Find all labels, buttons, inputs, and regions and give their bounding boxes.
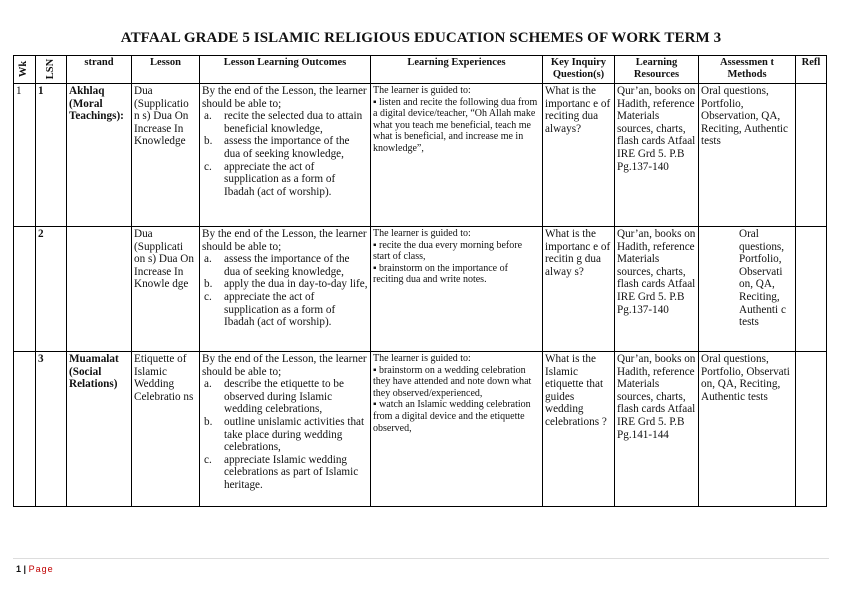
column-header: Lesson Learning Outcomes (200, 56, 371, 84)
outcome-item: a. recite the selected dua to attain beneficial knowledge, (204, 110, 363, 135)
outcome-item: a. describe the etiquette to be observed during Islamic wedding celebrations, (204, 378, 344, 416)
outcome-item: a. assess the importance of the dua of seeking knowledge, (204, 253, 350, 278)
inquiry-question-cell: What is the importanc e of reciting dua always? (543, 84, 615, 227)
outcome-item: c. appreciate Islamic wedding celebrations as part of Islamic heritage. (204, 453, 359, 491)
outcomes-cell: By the end of the Lesson, the learner should be able to; a. recite the selected dua to attain beneficial knowledge, b. assess the importance of the dua of seeking knowledge, c. appreciate the act of supplication as a form of Ibadah (act of worship). (200, 84, 371, 227)
assessment-cell: Oral questions, Portfolio, Observati on, QA, Reciting, Authenti c tests (699, 227, 796, 352)
reflection-cell (796, 352, 827, 507)
lesson-number-cell: 3 (36, 352, 67, 507)
week-cell: 1 (14, 84, 36, 227)
outcome-item: b. apply the dua in day-to-day life, (204, 278, 368, 291)
week-cell (14, 227, 36, 352)
strand-cell: Muamalat (Social Relations) (67, 352, 132, 507)
outcome-item: c. appreciate the act of supplication as a form of Ibadah (act of worship). (204, 160, 336, 198)
inquiry-question-cell: What is the importanc e of recitin g dua alway s? (543, 227, 615, 352)
column-header: Key Inquiry Question(s) (543, 56, 615, 84)
column-header: LSN (36, 56, 67, 84)
page-footer (16, 564, 54, 574)
outcome-item: c. appreciate the act of supplication as a form of Ibadah (act of worship). (204, 290, 336, 329)
column-header: Lesson (132, 56, 200, 84)
strand-cell: Akhlaq (Moral Teachings): (67, 84, 132, 227)
column-header: Learning Resources (615, 56, 699, 84)
outcome-item: b. assess the importance of the dua of seeking knowledge, (204, 135, 350, 160)
inquiry-question-cell: What is the Islamic etiquette that guides wedding celebrations ? (543, 352, 615, 507)
lesson-number-cell: 1 (36, 84, 67, 227)
table-row (14, 352, 827, 507)
experience-item: ▪ listen and recite the following dua from a digital device/teacher, “Oh Allah make what you teach me beneficial, teach me what is beneficial, and increase me in knowledge”, (373, 96, 538, 154)
lesson-number-cell: 2 (36, 227, 67, 352)
outcome-item: b. outline unislamic activities that take place during wedding celebrations, (204, 415, 365, 454)
experience-item: ▪ brainstorm on a wedding celebration they have attended and note down what they observed/experienced, (373, 364, 532, 399)
schemes-of-work-table (13, 55, 827, 507)
experiences-cell: The learner is guided to: ▪ brainstorm on a wedding celebration they have attended and note down what they observed/experienced, ▪ watch an Islamic wedding celebration from a digital device and the etiquette observed, (371, 352, 543, 507)
table-row (14, 227, 827, 352)
experience-item: ▪ recite the dua every morning before start of class, (373, 239, 523, 263)
page-label: Page (28, 564, 54, 574)
lesson-cell: Dua (Supplicati on s) Dua On Increase In Knowle dge (132, 227, 200, 352)
lesson-cell: Etiquette of Islamic Wedding Celebratio ns (132, 352, 200, 507)
lesson-cell: Dua (Supplicatio n s) Dua On Increase In Knowledge (132, 84, 200, 227)
assessment-cell: Oral questions, Portfolio, Observation, QA, Reciting, Authentic tests (699, 84, 796, 227)
column-header: Wk (14, 56, 36, 84)
header-row (14, 56, 827, 84)
column-header: Learning Experiences (371, 56, 543, 84)
week-cell (14, 352, 36, 507)
footer-separator: | (23, 564, 27, 574)
column-header: strand (67, 56, 132, 84)
document-title: ATFAAL GRADE 5 ISLAMIC RELIGIOUS EDUCATION SCHEMES OF WORK TERM 3 (120, 30, 722, 46)
outcomes-cell: By the end of the Lesson, the learner should be able to; a. assess the importance of the dua of seeking knowledge, b. apply the dua in day-to-day life, c. appreciate the act of supplication as a form of Ibadah (act of worship). (200, 227, 371, 352)
column-header: Refl (796, 56, 827, 84)
assessment-cell: Oral questions, Portfolio, Observati on, QA, Reciting, Authentic tests (699, 352, 796, 507)
resources-cell: Qur’an, books on Hadith, reference Materials sources, charts, flash cards Atfaal IRE Grd 5. P.B Pg.141-144 (615, 352, 699, 507)
table-row (14, 84, 827, 227)
resources-cell: Qur’an, books on Hadith, reference Materials sources, charts, flash cards Atfaal IRE Grd 5. P.B Pg.137-140 (615, 227, 699, 352)
experience-item: ▪ brainstorm on the importance of reciting dua and write notes. (373, 262, 508, 286)
reflection-cell (796, 227, 827, 352)
page-number: 1 (16, 564, 22, 574)
experience-item: ▪ watch an Islamic wedding celebration from a digital device and the etiquette observed, (373, 399, 531, 434)
strand-cell (67, 227, 132, 352)
outcomes-cell: By the end of the Lesson, the learner should be able to; a. describe the etiquette to be observed during Islamic wedding celebrations, b. outline unislamic activities that take place during wedding celebrations, c. appreciate Islamic wedding celebrations as part of Islamic heritage. (200, 352, 371, 507)
footer-divider (13, 558, 829, 559)
column-header: Assessmen t Methods (699, 56, 796, 84)
reflection-cell (796, 84, 827, 227)
resources-cell: Qur’an, books on Hadith, reference Materials sources, charts, flash cards Atfaal IRE Grd 5. P.B Pg.137-140 (615, 84, 699, 227)
experiences-cell: The learner is guided to: ▪ recite the dua every morning before start of class, ▪ brainstorm on the importance of reciting dua and write notes. (371, 227, 543, 352)
experiences-cell: The learner is guided to: ▪ listen and recite the following dua from a digital device/teacher, “Oh Allah make what you teach me beneficial, teach me what is beneficial, and increase me in knowledge”, (371, 84, 543, 227)
